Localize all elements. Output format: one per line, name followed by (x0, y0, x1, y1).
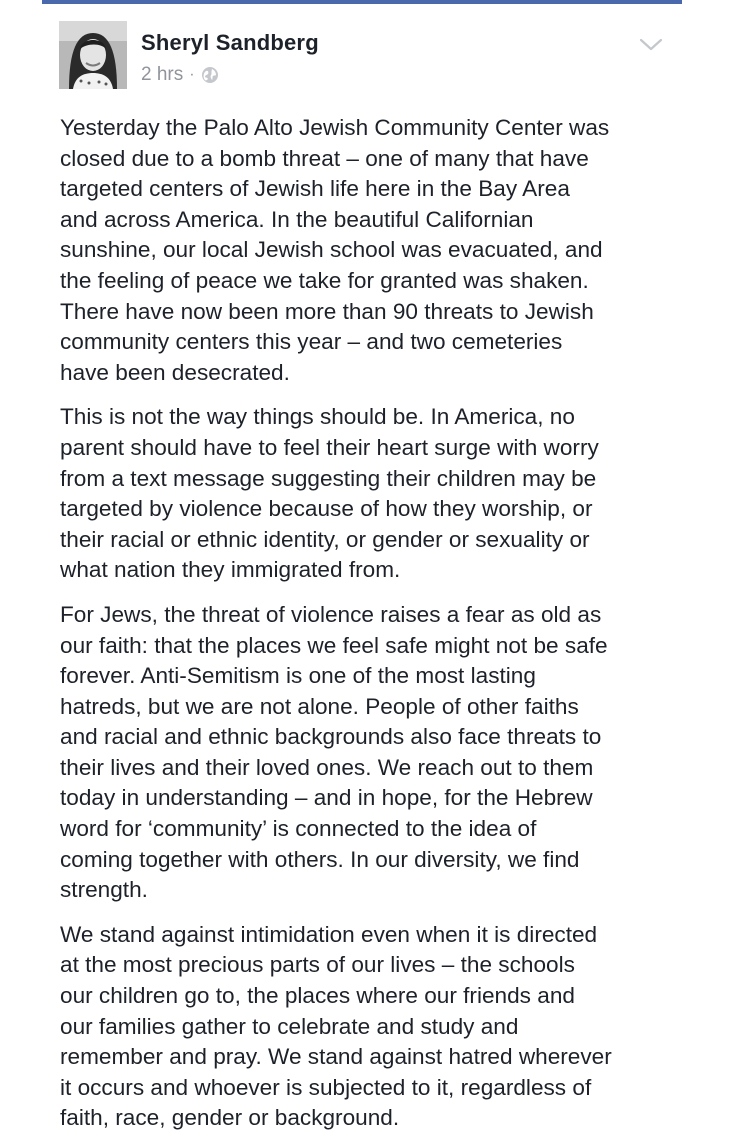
author-name[interactable]: Sheryl Sandberg (141, 30, 319, 55)
post-body (60, 113, 670, 1142)
post-meta (141, 64, 219, 86)
avatar-photo (59, 21, 127, 89)
post-paragraph: We stand against intimidation even when it is directed at the most precious parts of our lives – the schools our children go to, the places where our friends and our families gather to celebrate and study and remember and pray. We stand against hatred wherever it occurs and whoever is subjected to it, regardless of faith, race, gender or background. (60, 921, 612, 1131)
post-paragraph: For Jews, the threat of violence raises a fear as old as our faith: that the places we feel safe might not be safe forever. Anti-Semitism is one of the most lasting hatreds, but we are not alone. People of other faiths and racial and ethnic backgrounds also face threats to their lives and their loved ones. We reach out to them today in understanding – and in hope, for the Hebrew word for ‘community’ is connected to the idea of coming together with others. In our diversity, we find strength. (60, 601, 608, 903)
post-paragraph: This is not the way things should be. In America, no parent should have to feel their heart surge with worry from a text message suggesting their children may be targeted by violence because of how they worship, or their racial or ethnic identity, or gender or sexuality or what nation they immigrated from. (60, 404, 599, 583)
avatar[interactable] (59, 21, 127, 89)
post-options-button[interactable] (638, 34, 664, 54)
globe-icon[interactable] (201, 66, 219, 84)
chevron-down-icon (638, 34, 664, 54)
post-card (42, 4, 682, 1142)
post-timestamp[interactable]: 2 hrs (141, 64, 184, 85)
meta-separator: · (189, 66, 195, 83)
post-paragraph: Yesterday the Palo Alto Jewish Community Center was closed due to a bomb threat – one of many that have targeted centers of Jewish life here in the Bay Area and across America. In the beautiful Californian sunshine, our local Jewish school was evacuated, and the feeling of peace we take for granted was shaken. There have now been more than 90 threats to Jewish community centers this year – and two cemeteries have been desecrated. (60, 115, 610, 385)
